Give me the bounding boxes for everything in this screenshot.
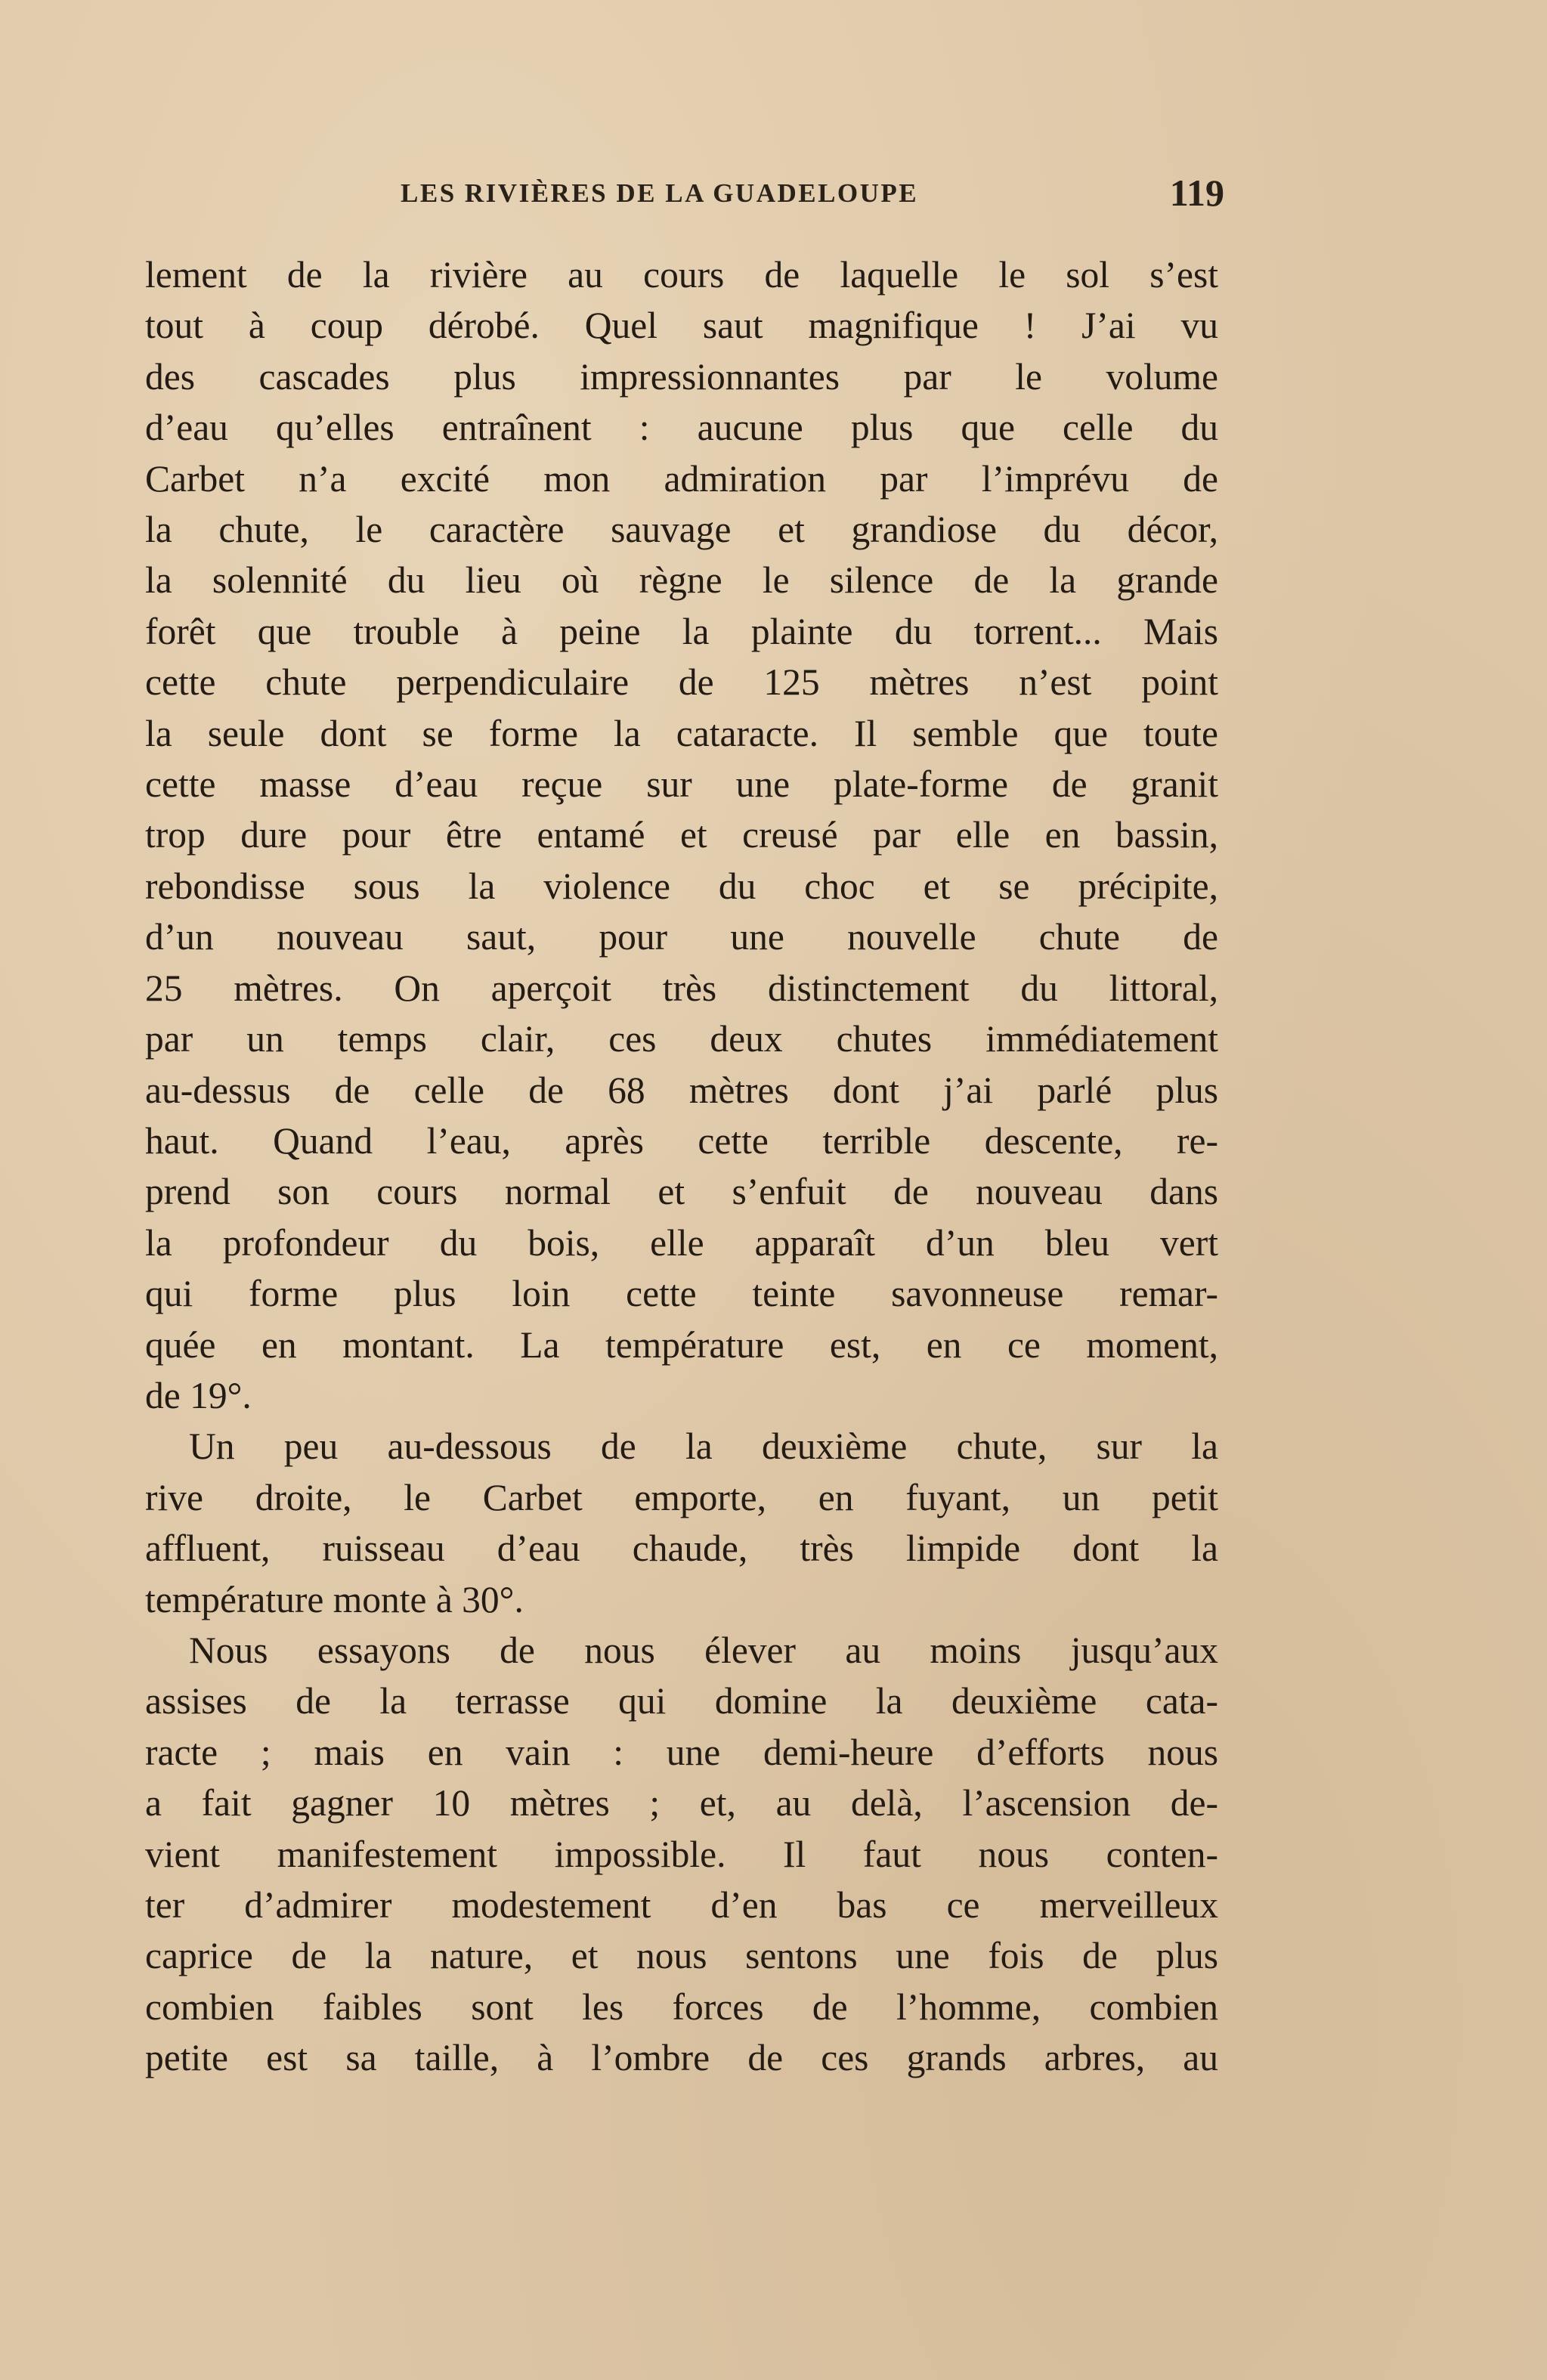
paragraph-2	[145, 1421, 1218, 1625]
text-line: a fait gagner 10 mètres ; et, au delà, l’ascension de-	[145, 1782, 1218, 1824]
text-line: d’eau qu’elles entraînent : aucune plus que celle du	[145, 407, 1218, 449]
text-line: tout à coup dérobé. Quel saut magnifique ! J’ai vu	[145, 305, 1218, 347]
text-line: lement de la rivière au cours de laquelle le sol s’est	[145, 254, 1218, 296]
text-line: la seule dont se forme la cataracte. Il semble que toute	[145, 712, 1218, 754]
text-line: qui forme plus loin cette teinte savonneuse remar-	[145, 1273, 1218, 1315]
text-line: cette chute perpendiculaire de 125 mètres n’est point	[145, 661, 1218, 704]
text-line: température monte à 30°.	[145, 1578, 524, 1620]
running-title: LES RIVIÈRES DE LA GUADELOUPE	[401, 178, 919, 208]
text-line: Carbet n’a excité mon admiration par l’imprévu de	[145, 457, 1218, 500]
page-number: 119	[1169, 172, 1224, 214]
text-line: Un peu au-dessous de la deuxième chute, sur la	[189, 1425, 1218, 1468]
page-header	[151, 172, 1224, 221]
text-line: petite est sa taille, à l’ombre de ces grands arbres, au	[145, 2037, 1218, 2079]
text-line: haut. Quand l’eau, après cette terrible descente, re-	[145, 1119, 1218, 1162]
text-line: la chute, le caractère sauvage et grandiose du décor,	[145, 509, 1218, 551]
text-line: racte ; mais en vain : une demi-heure d’efforts nous	[145, 1731, 1218, 1773]
text-line: cette masse d’eau reçue sur une plate-forme de granit	[145, 763, 1218, 806]
text-line: la profondeur du bois, elle apparaît d’un bleu vert	[145, 1221, 1218, 1264]
text-line: trop dure pour être entamé et creusé par elle en bassin,	[145, 814, 1218, 856]
text-line: combien faibles sont les forces de l’homme, combien	[145, 1985, 1218, 2028]
text-line: affluent, ruisseau d’eau chaude, très limpide dont la	[145, 1527, 1218, 1570]
text-line: rive droite, le Carbet emporte, en fuyant, un petit	[145, 1476, 1218, 1518]
text-line: prend son cours normal et s’enfuit de nouveau dans	[145, 1171, 1218, 1213]
text-line: caprice de la nature, et nous sentons une fois de plus	[145, 1935, 1218, 1977]
paragraph-3	[145, 1625, 1218, 2084]
text-line: de 19°.	[145, 1374, 252, 1416]
paragraph-1	[145, 249, 1218, 1421]
text-line: rebondisse sous la violence du choc et se précipite,	[145, 865, 1218, 907]
text-line: assises de la terrasse qui domine la deuxième cata-	[145, 1680, 1218, 1722]
text-line: d’un nouveau saut, pour une nouvelle chute de	[145, 916, 1218, 958]
text-line: Nous essayons de nous élever au moins jusqu’aux	[189, 1629, 1218, 1671]
text-line: forêt que trouble à peine la plainte du torrent... Mais	[145, 610, 1218, 652]
text-line: au-dessus de celle de 68 mètres dont j’ai parlé plus	[145, 1069, 1218, 1111]
text-line: ter d’admirer modestement d’en bas ce merveilleux	[145, 1884, 1218, 1926]
text-line: vient manifestement impossible. Il faut nous conten-	[145, 1833, 1218, 1875]
text-line: des cascades plus impressionnantes par le volume	[145, 355, 1218, 398]
text-line: la solennité du lieu où règne le silence de la grande	[145, 559, 1218, 602]
text-line: quée en montant. La température est, en ce moment,	[145, 1323, 1218, 1366]
body-text	[145, 249, 1218, 2084]
text-line: 25 mètres. On aperçoit très distinctement du littoral,	[145, 967, 1218, 1009]
text-line: par un temps clair, ces deux chutes immédiatement	[145, 1018, 1218, 1060]
